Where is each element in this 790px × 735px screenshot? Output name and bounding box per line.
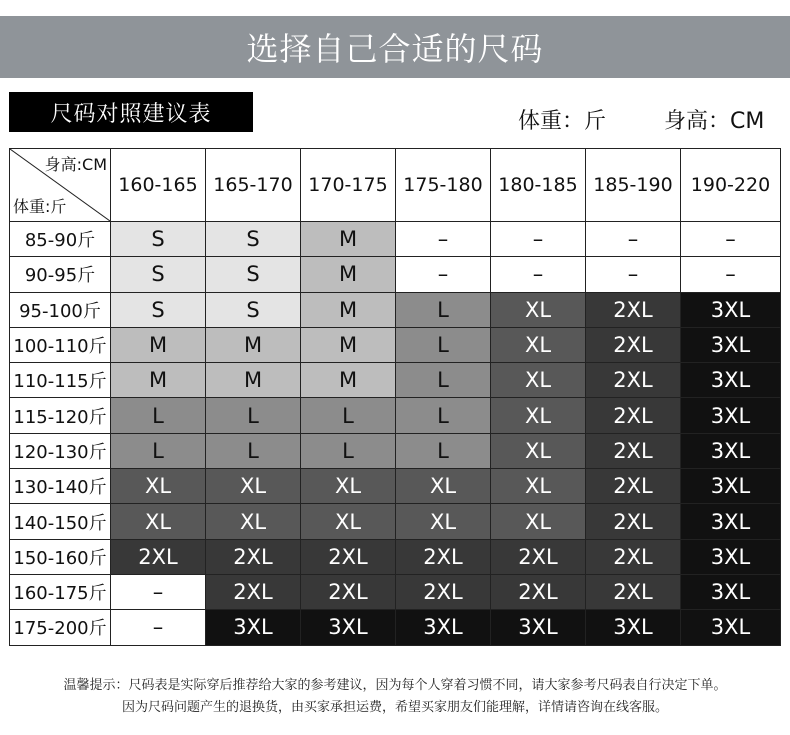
size-cell: XL <box>301 469 396 504</box>
size-cell: 3XL <box>681 574 781 609</box>
size-cell: L <box>396 292 491 327</box>
size-cell: – <box>491 257 586 292</box>
height-header-cell: 190-220 <box>681 149 781 222</box>
size-cell: M <box>301 222 396 257</box>
title-banner <box>0 16 790 78</box>
weight-label-cell: 150-160斤 <box>10 539 111 574</box>
size-cell: M <box>111 327 206 362</box>
size-cell: L <box>396 398 491 433</box>
size-cell: M <box>206 327 301 362</box>
height-header-cell: 185-190 <box>586 149 681 222</box>
weight-label-cell: 130-140斤 <box>10 469 111 504</box>
table-row <box>10 610 781 645</box>
size-cell: XL <box>111 504 206 539</box>
weight-label-cell: 120-130斤 <box>10 433 111 468</box>
table-row <box>10 504 781 539</box>
size-cell: M <box>301 363 396 398</box>
size-cell: L <box>111 398 206 433</box>
size-cell: M <box>111 363 206 398</box>
table-row <box>10 222 781 257</box>
size-cell: L <box>111 433 206 468</box>
size-cell: – <box>586 257 681 292</box>
size-cell: – <box>681 222 781 257</box>
size-cell: L <box>206 433 301 468</box>
weight-label-cell: 160-175斤 <box>10 574 111 609</box>
size-cell: XL <box>396 504 491 539</box>
size-cell: L <box>301 398 396 433</box>
size-cell: S <box>111 292 206 327</box>
size-cell: 3XL <box>681 504 781 539</box>
size-cell: XL <box>491 327 586 362</box>
footer-note-1: 温馨提示：尺码表是实际穿后推荐给大家的参考建议，因为每个人穿着习惯不同，请大家参考尺码表自行决定下单。 <box>63 678 727 693</box>
size-cell: M <box>301 327 396 362</box>
size-cell: 3XL <box>491 610 586 645</box>
size-cell: S <box>111 257 206 292</box>
size-cell: L <box>396 433 491 468</box>
size-cell: 2XL <box>206 574 301 609</box>
size-cell: 3XL <box>681 292 781 327</box>
size-cell: 3XL <box>206 610 301 645</box>
table-row <box>10 433 781 468</box>
table-row <box>10 257 781 292</box>
table-row <box>10 469 781 504</box>
size-cell: 3XL <box>586 610 681 645</box>
size-cell: XL <box>111 469 206 504</box>
size-cell: 3XL <box>681 433 781 468</box>
size-cell: XL <box>301 504 396 539</box>
size-cell: XL <box>206 469 301 504</box>
size-cell: 2XL <box>491 539 586 574</box>
size-cell: – <box>491 222 586 257</box>
size-cell: L <box>206 398 301 433</box>
footer-note-2: 因为尺码问题产生的退换货，由买家承担运费，希望买家朋友们能理解，详情请咨询在线客服。 <box>121 700 668 715</box>
size-cell: 2XL <box>301 574 396 609</box>
size-cell: 3XL <box>681 327 781 362</box>
table-row <box>10 363 781 398</box>
table-row <box>10 574 781 609</box>
corner-cell <box>10 149 111 222</box>
size-cell: 2XL <box>396 574 491 609</box>
table-row <box>10 398 781 433</box>
size-cell: 2XL <box>301 539 396 574</box>
weight-label-cell: 110-115斤 <box>10 363 111 398</box>
size-cell: 2XL <box>586 469 681 504</box>
size-cell: XL <box>491 469 586 504</box>
size-cell: M <box>301 257 396 292</box>
size-cell: 3XL <box>681 539 781 574</box>
weight-unit-label: 体重：斤 <box>518 109 607 134</box>
weight-label-cell: 175-200斤 <box>10 610 111 645</box>
size-cell: 2XL <box>586 327 681 362</box>
size-chart-table <box>9 148 781 646</box>
size-cell: 2XL <box>396 539 491 574</box>
size-cell: 2XL <box>586 292 681 327</box>
size-cell: L <box>396 363 491 398</box>
weight-label-cell: 95-100斤 <box>10 292 111 327</box>
height-header-cell: 175-180 <box>396 149 491 222</box>
size-cell: S <box>206 257 301 292</box>
height-header-cell: 160-165 <box>111 149 206 222</box>
size-cell: M <box>301 292 396 327</box>
size-cell: S <box>206 222 301 257</box>
section-tag: 尺码对照建议表 <box>9 92 253 132</box>
size-cell: XL <box>491 398 586 433</box>
size-cell: M <box>206 363 301 398</box>
header-row <box>10 149 781 222</box>
weight-label-cell: 90-95斤 <box>10 257 111 292</box>
table-row <box>10 292 781 327</box>
height-unit-label: 身高：CM <box>664 109 765 134</box>
size-cell: 2XL <box>206 539 301 574</box>
size-cell: L <box>396 327 491 362</box>
size-cell: XL <box>491 433 586 468</box>
size-cell: 2XL <box>491 574 586 609</box>
size-cell: S <box>206 292 301 327</box>
size-cell: – <box>396 222 491 257</box>
page-title: 选择自己合适的尺码 <box>246 30 544 68</box>
table-row <box>10 539 781 574</box>
size-cell: 3XL <box>681 363 781 398</box>
size-cell: – <box>111 574 206 609</box>
height-header-cell: 170-175 <box>301 149 396 222</box>
size-cell: XL <box>206 504 301 539</box>
weight-label-cell: 140-150斤 <box>10 504 111 539</box>
size-cell: 2XL <box>586 363 681 398</box>
height-header-cell: 165-170 <box>206 149 301 222</box>
size-cell: XL <box>491 363 586 398</box>
size-cell: 3XL <box>681 610 781 645</box>
corner-height-label: 身高:CM <box>44 155 107 174</box>
size-cell: 3XL <box>301 610 396 645</box>
size-cell: S <box>111 222 206 257</box>
size-cell: – <box>396 257 491 292</box>
size-cell: 2XL <box>586 539 681 574</box>
size-cell: – <box>111 610 206 645</box>
size-cell: 2XL <box>111 539 206 574</box>
size-cell: 3XL <box>396 610 491 645</box>
size-cell: L <box>301 433 396 468</box>
corner-weight-label: 体重:斤 <box>13 197 67 216</box>
size-cell: 2XL <box>586 574 681 609</box>
height-header-cell: 180-185 <box>491 149 586 222</box>
table-row <box>10 327 781 362</box>
size-cell: XL <box>491 504 586 539</box>
weight-label-cell: 115-120斤 <box>10 398 111 433</box>
size-cell: XL <box>396 469 491 504</box>
size-cell: 2XL <box>586 433 681 468</box>
weight-label-cell: 85-90斤 <box>10 222 111 257</box>
size-cell: – <box>681 257 781 292</box>
size-cell: 3XL <box>681 398 781 433</box>
size-cell: 2XL <box>586 504 681 539</box>
size-cell: 3XL <box>681 469 781 504</box>
weight-label-cell: 100-110斤 <box>10 327 111 362</box>
size-cell: XL <box>491 292 586 327</box>
size-cell: – <box>586 222 681 257</box>
size-cell: 2XL <box>586 398 681 433</box>
